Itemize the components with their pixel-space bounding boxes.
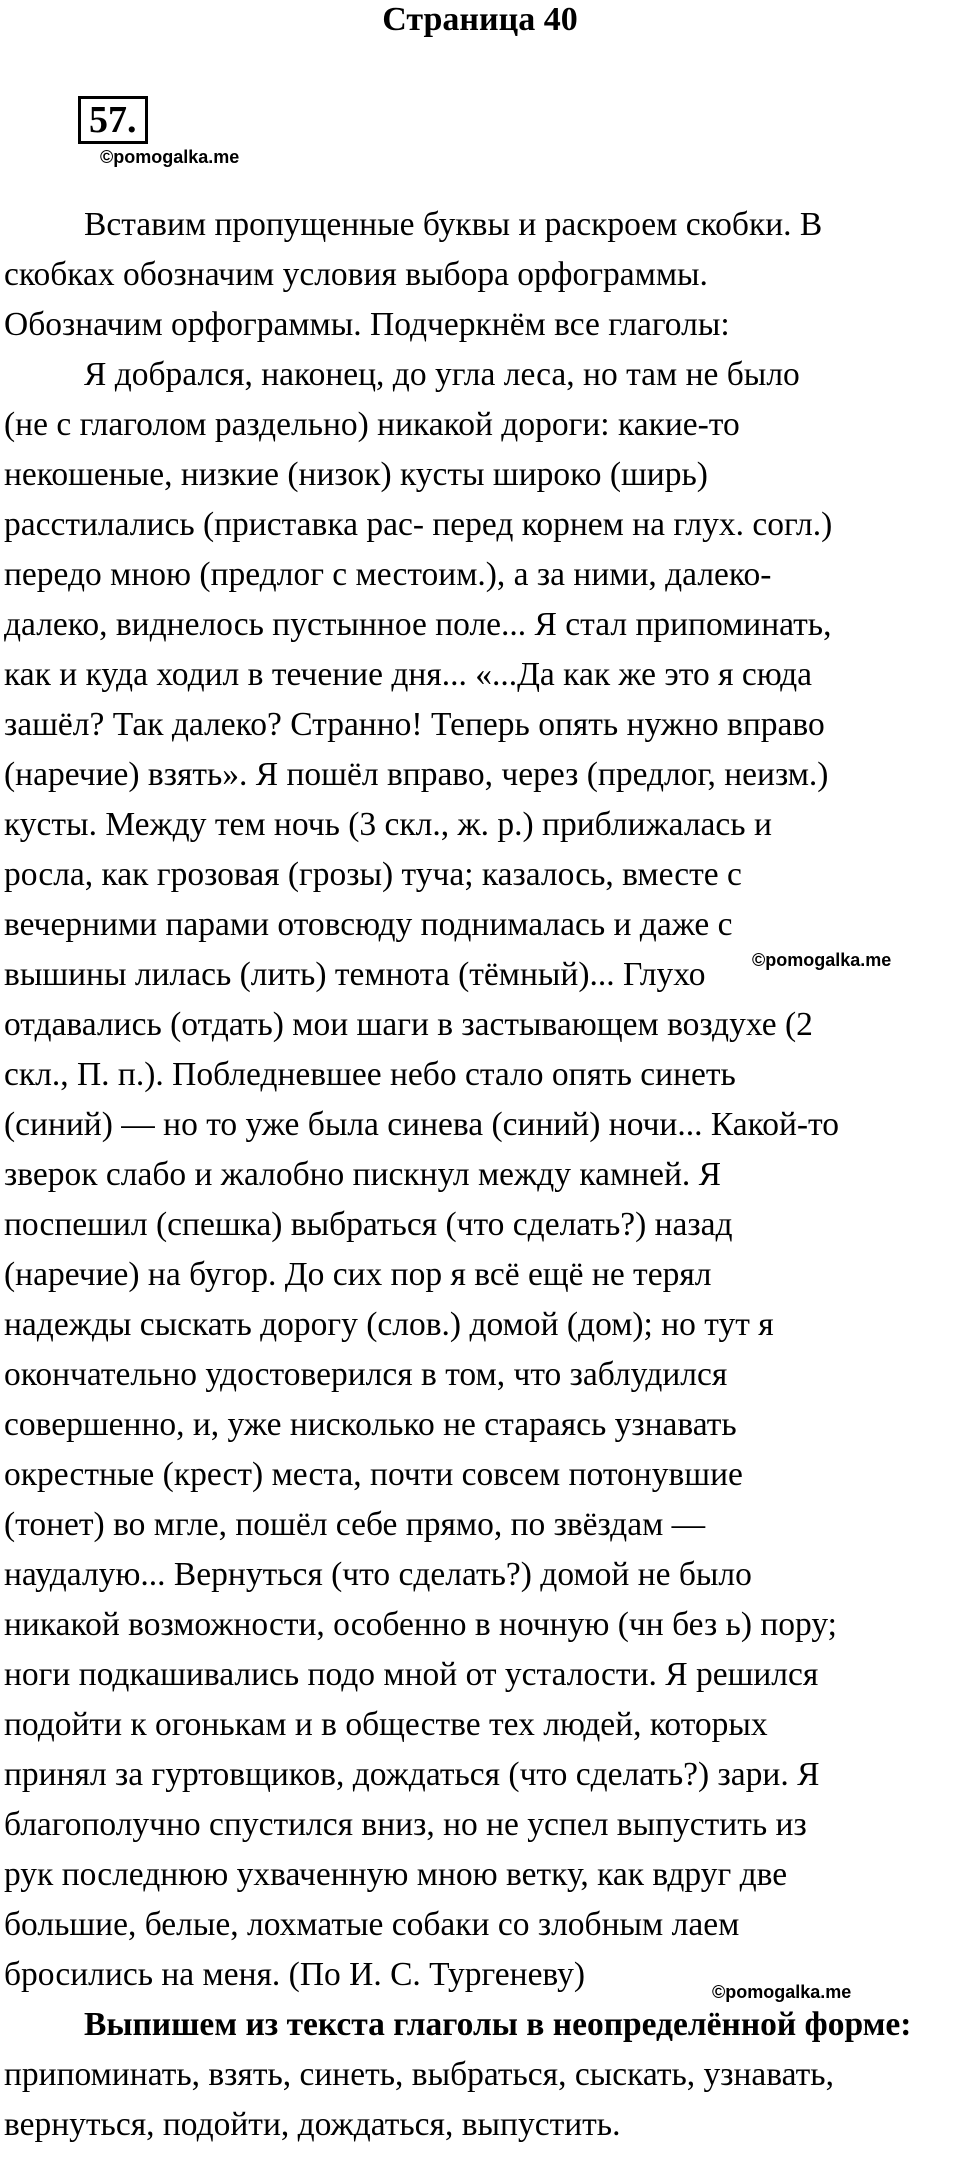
text-line-31: рук последнюю ухваченную мною ветку, как вдруг две: [4, 1856, 788, 1893]
text-line-20: надежды сыскать дорогу (слов.) домой (дом); но тут я: [4, 1306, 774, 1343]
text-line-4: расстилались (приставка рас- перед корнем на глух. согл.): [4, 506, 833, 543]
text-line-14: отдавались (отдать) мои шаги в застывающем воздухе (2: [4, 1006, 813, 1043]
summary-line-2: [4, 2050, 956, 2150]
summary-heading: Выпишем из текста глаголы в неопределённой форме:: [84, 2006, 912, 2043]
text-line-8: зашёл? Так далеко? Странно! Теперь опять нужно вправо: [4, 706, 825, 743]
text-line-5: передо мною (предлог с местоим.), а за ними, далеко-: [4, 556, 772, 593]
text-line-15: скл., П. п.). Побледневшее небо стало опять синеть: [4, 1056, 736, 1093]
text-line-21: окончательно удостоверился в том, что заблудился: [4, 1356, 728, 1393]
page-title: Страница 40: [382, 1, 578, 38]
text-line-28: подойти к огонькам и в обществе тех людей, которых: [4, 1706, 768, 1743]
text-line-33: бросились на меня. (По И. С. Тургеневу): [4, 1956, 586, 1993]
text-line-27: ноги подкашивались подо мной от усталости. Я решился: [4, 1656, 819, 1693]
summary-line-1: [4, 2000, 956, 2050]
watermark-top: ©pomogalka.me: [100, 147, 240, 167]
intro-line-2: скобках обозначим условия выбора орфограммы.: [4, 256, 708, 293]
exercise-number: 57.: [78, 96, 148, 144]
text-line-30: благополучно спустился вниз, но не успел выпустить из: [4, 1806, 807, 1843]
text-line-16: (синий) — но то уже была синева (синий) ночи... Какой-то: [4, 1106, 839, 1143]
text-line-10: кусты. Между тем ночь (3 скл., ж. р.) приближалась и: [4, 806, 772, 843]
exercise-text: [0, 200, 960, 2150]
text-line-29: принял за гуртовщиков, дождаться (что сделать?) зари. Я: [4, 1756, 820, 1793]
intro-line-3: Обозначим орфограммы. Подчеркнём все глаголы:: [4, 306, 730, 343]
text-line-2: (не с глаголом раздельно) никакой дороги: какие-то: [4, 406, 740, 443]
text-line-24: (тонет) во мгле, пошёл себе прямо, по звёздам —: [4, 1506, 706, 1543]
text-line-12: вечерними парами отовсюду поднималась и даже с: [4, 906, 733, 943]
text-line-19: (наречие) на бугор. До сих пор я всё ещё не терял: [4, 1256, 712, 1293]
intro-line-1: Вставим пропущенные буквы и раскроем скобки. В: [84, 206, 823, 243]
text-line-32: большие, белые, лохматые собаки со злобным лаем: [4, 1906, 740, 1943]
text-line-3: некошеные, низкие (низок) кусты широко (ширь): [4, 456, 708, 493]
text-line-6: далеко, виднелось пустынное поле... Я стал припоминать,: [4, 606, 832, 643]
text-line-26: никакой возможности, особенно в ночную (чн без ь) пору;: [4, 1606, 837, 1643]
text-line-9: (наречие) взять». Я пошёл вправо, через (предлог, неизм.): [4, 756, 829, 793]
text-line-17: зверок слабо и жалобно пискнул между камней. Я: [4, 1156, 722, 1193]
watermark-middle: ©pomogalka.me: [752, 950, 892, 970]
text-line-1: Я добрался, наконец, до угла леса, но там не было: [84, 356, 800, 393]
watermark-bottom: ©pomogalka.me: [712, 1982, 852, 2002]
text-line-18: поспешил (спешка) выбраться (что сделать?) назад: [4, 1206, 733, 1243]
summary-verbs: припоминать, взять, синеть, выбраться, сыскать, узнавать, вернуться, подойти, дождаться, выпустить.: [4, 2056, 834, 2143]
text-line-11: росла, как грозовая (грозы) туча; казалось, вместе с: [4, 856, 742, 893]
text-line-22: совершенно, и, уже нисколько не стараясь узнавать: [4, 1406, 737, 1443]
text-line-13: вышины лилась (лить) темнота (тёмный)... Глухо: [4, 956, 706, 993]
text-line-7: как и куда ходил в течение дня... «...Да как же это я сюда: [4, 656, 813, 693]
text-line-25: наудалую... Вернуться (что сделать?) домой не было: [4, 1556, 752, 1593]
text-line-23: окрестные (крест) места, почти совсем потонувшие: [4, 1456, 743, 1493]
